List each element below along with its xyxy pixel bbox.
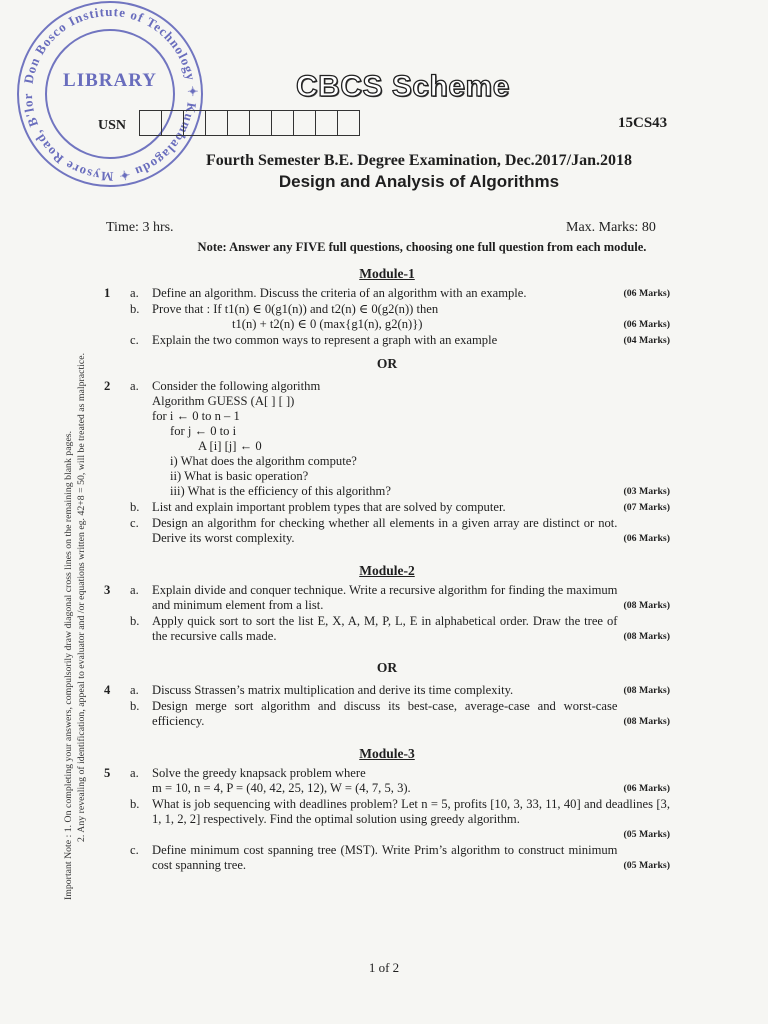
module-heading: Module-1 xyxy=(359,266,415,281)
part-text: Define minimum cost spanning tree (MST). Write Prim’s algorithm to construct minimum cost spanning tree. xyxy=(152,843,618,872)
question-part xyxy=(104,843,670,873)
knapsack-data: m = 10, n = 4, P = (40, 42, 25, 12), W = (4, 7, 5, 3). xyxy=(152,781,411,795)
part-text: Solve the greedy knapsack problem where xyxy=(152,766,366,780)
part-text: Define an algorithm. Discuss the criteria of an algorithm with an example. xyxy=(152,286,527,300)
part-text: Consider the following algorithm xyxy=(152,379,321,393)
question-number: 2 xyxy=(104,379,111,393)
part-label: a. xyxy=(130,286,139,300)
usn-box[interactable] xyxy=(139,110,162,136)
marks: (08 Marks) xyxy=(623,600,670,611)
marks: (03 Marks) xyxy=(623,486,670,497)
part-text: Apply quick sort to sort the list E, X, A, M, P, L, E in alphabetical order. Draw the tree of the recursive calls made. xyxy=(152,614,618,643)
usn-box[interactable] xyxy=(227,110,250,136)
sub-question: ii) What is basic operation? xyxy=(170,469,309,483)
question-paper-body xyxy=(104,262,670,874)
question-part xyxy=(104,766,670,796)
marks: (08 Marks) xyxy=(623,685,670,696)
marks: (06 Marks) xyxy=(623,319,670,330)
svg-text:Don Bosco Institute of Technol: Don Bosco Institute of Technology ✦ Kumbalagodu ✦ Mysore Road, B'lor xyxy=(19,3,201,185)
question-part xyxy=(104,333,670,348)
scheme-title: CBCS Scheme xyxy=(296,70,510,103)
question-part xyxy=(104,699,670,729)
question-part xyxy=(104,797,670,842)
side-note-line-2: 2. Any revealing of identification, appeal to evaluator and /or equations written eg. 42+8 = 50, will be treated as malpractice. xyxy=(76,352,87,842)
sub-question: iii) What is the efficiency of this algorithm? xyxy=(170,484,391,498)
module-heading: Module-3 xyxy=(359,746,415,761)
instructions-note: Note: Answer any FIVE full questions, choosing one full question from each module. xyxy=(197,240,647,254)
usn-box[interactable] xyxy=(249,110,272,136)
part-text: Prove that : If t1(n) ∈ 0(g1(n)) and t2(n) ∈ 0(g2(n)) then xyxy=(152,302,439,316)
usn-box[interactable] xyxy=(271,110,294,136)
marks: (06 Marks) xyxy=(623,533,670,544)
formula: t1(n) + t2(n) ∈ 0 (max{g1(n), g2(n)}) xyxy=(232,317,423,331)
question-number: 1 xyxy=(104,286,111,300)
sub-question: i) What does the algorithm compute? xyxy=(170,454,357,468)
marks: (08 Marks) xyxy=(623,631,670,642)
part-label: a. xyxy=(130,766,139,780)
marks: (05 Marks) xyxy=(623,860,670,871)
question-part xyxy=(104,286,670,301)
algo-line: for i ← 0 to n – 1 xyxy=(152,409,240,423)
part-label: a. xyxy=(130,583,139,597)
exam-title: Fourth Semester B.E. Degree Examination, Dec.2017/Jan.2018 xyxy=(205,152,633,169)
time-allowed: Time: 3 hrs. xyxy=(106,220,174,235)
question-number: 4 xyxy=(104,683,111,697)
max-marks: Max. Marks: 80 xyxy=(566,220,656,235)
question-part xyxy=(104,302,670,332)
algo-line: Algorithm GUESS (A[ ] [ ]) xyxy=(152,394,295,408)
question-part xyxy=(104,583,670,613)
usn-box[interactable] xyxy=(183,110,206,136)
part-label: c. xyxy=(130,516,139,530)
part-text: What is job sequencing with deadlines problem? Let n = 5, profits [10, 3, 33, 11, 40] and deadlines [3, 1, 1, 2, 2] respectively. Find the optimal solution using greedy algorithm. xyxy=(152,797,670,826)
question-number: 3 xyxy=(104,583,111,597)
part-label: c. xyxy=(130,843,139,857)
or-divider: OR xyxy=(376,660,398,675)
marks: (05 Marks) xyxy=(623,829,670,840)
module-heading: Module-2 xyxy=(359,563,415,578)
part-label: b. xyxy=(130,797,140,811)
usn-box[interactable] xyxy=(293,110,316,136)
question-part xyxy=(104,683,670,698)
course-title: Design and Analysis of Algorithms xyxy=(278,172,560,191)
usn-box[interactable] xyxy=(205,110,228,136)
part-text: Explain the two common ways to represent a graph with an example xyxy=(152,333,498,347)
question-part xyxy=(104,614,670,644)
question-number: 5 xyxy=(104,766,111,780)
part-label: b. xyxy=(130,614,140,628)
usn-box[interactable] xyxy=(337,110,360,136)
side-important-note xyxy=(62,250,88,900)
part-label: a. xyxy=(130,379,139,393)
side-note-line-1: Important Note : 1. On completing your answers, compulsorily draw diagonal cross lines on the remaining blank pages. xyxy=(63,430,74,900)
or-divider: OR xyxy=(376,356,398,371)
algo-line: for j ← 0 to i xyxy=(170,424,237,438)
part-label: a. xyxy=(130,683,139,697)
part-label: c. xyxy=(130,333,139,347)
subject-code: 15CS43 xyxy=(618,115,668,131)
usn-boxes xyxy=(140,110,360,136)
part-label: b. xyxy=(130,500,140,514)
part-text: Design merge sort algorithm and discuss its best-case, average-case and worst-case efficiency. xyxy=(152,699,618,728)
part-text: List and explain important problem types that are solved by computer. xyxy=(152,500,506,514)
part-label: b. xyxy=(130,302,140,316)
svg-text:LIBRARY: LIBRARY xyxy=(63,70,157,91)
usn-box[interactable] xyxy=(161,110,184,136)
part-text: Design an algorithm for checking whether all elements in a given array are distinct or not. Derive its worst complexity. xyxy=(152,516,618,545)
algo-line: A [i] [j] ← 0 xyxy=(198,439,262,453)
part-text: Explain divide and conquer technique. Write a recursive algorithm for finding the maximum and minimum element from a list. xyxy=(152,583,618,612)
page-number: 1 of 2 xyxy=(368,960,400,975)
question-part xyxy=(104,379,670,499)
marks: (08 Marks) xyxy=(623,716,670,727)
question-part xyxy=(104,516,670,546)
marks: (06 Marks) xyxy=(623,783,670,794)
usn-label: USN xyxy=(98,118,127,133)
marks: (06 Marks) xyxy=(623,288,670,299)
marks: (04 Marks) xyxy=(623,335,670,346)
marks: (07 Marks) xyxy=(623,502,670,513)
usn-box[interactable] xyxy=(315,110,338,136)
part-text: Discuss Strassen’s matrix multiplication and derive its time complexity. xyxy=(152,683,514,697)
question-part xyxy=(104,500,670,515)
part-label: b. xyxy=(130,699,140,713)
